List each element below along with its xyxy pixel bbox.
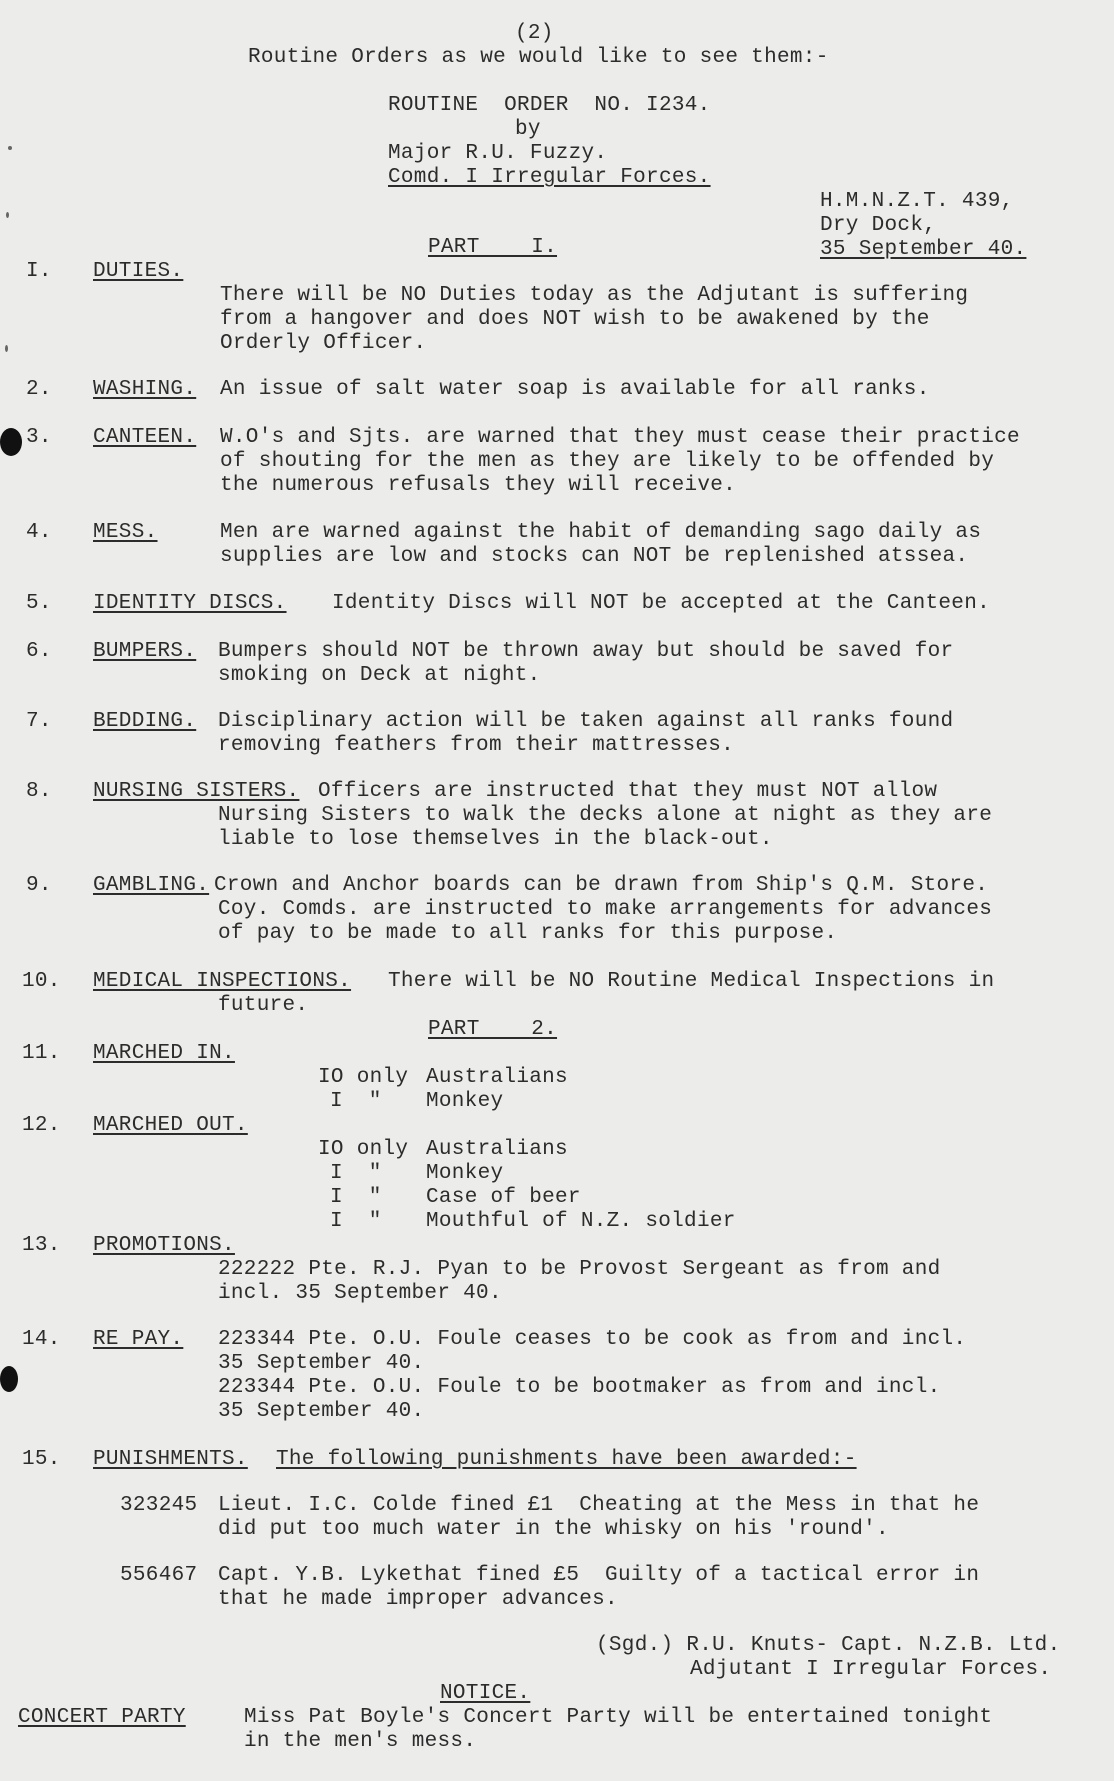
notice-heading: NOTICE. [440, 1682, 531, 1705]
item-number: I. [26, 260, 52, 283]
item-number: 5. [26, 592, 52, 615]
signature-line: (Sgd.) R.U. Knuts- Capt. N.Z.B. Ltd. [596, 1634, 1061, 1657]
item-number: 2. [26, 378, 52, 401]
item-text-line: Men are warned against the habit of demanding sago daily as [220, 521, 982, 544]
item-text-line: 223344 Pte. O.U. Foule ceases to be cook as from and incl. [218, 1328, 967, 1351]
item-number: 6. [26, 640, 52, 663]
item-text-line: removing feathers from their mattresses. [218, 734, 735, 757]
item-number: 10. [22, 970, 61, 993]
punch-hole-mark [0, 428, 22, 456]
item-text-line: from a hangover and does NOT wish to be awakened by the [220, 308, 930, 331]
item-text-line: liable to lose themselves in the black-out. [218, 828, 773, 851]
marched-out-qty: I " [330, 1162, 382, 1185]
item-number: 3. [26, 426, 52, 449]
item-text-line: 223344 Pte. O.U. Foule to be bootmaker as from and incl. [218, 1376, 941, 1399]
order-command: Comd. I Irregular Forces. [388, 166, 711, 189]
item-heading: BEDDING. [93, 710, 197, 733]
punishment-text-line: Capt. Y.B. Lykethat fined £5 Guilty of a tactical error in [218, 1564, 980, 1587]
marched-out-qty: I " [330, 1186, 382, 1209]
item-number: 4. [26, 521, 52, 544]
part-1-heading: PART I. [428, 236, 558, 259]
item-number: 13. [22, 1234, 61, 1257]
notice-text-line: Miss Pat Boyle's Concert Party will be entertained tonight [244, 1706, 993, 1729]
item-text-line: 35 September 40. [218, 1400, 425, 1423]
marched-in-qty: IO only [318, 1066, 409, 1089]
item-text-line: 222222 Pte. R.J. Pyan to be Provost Sergeant as from and [218, 1258, 941, 1281]
margin-speck [5, 345, 8, 352]
marched-in-item: Australians [426, 1066, 568, 1089]
item-text-line: Identity Discs will NOT be accepted at the Canteen. [332, 592, 991, 615]
punishment-service-number: 556467 [120, 1564, 198, 1587]
signature-line: Adjutant I Irregular Forces. [690, 1658, 1052, 1681]
item-text-line: Bumpers should NOT be thrown away but should be saved for [218, 640, 954, 663]
notice-text-line: in the men's mess. [244, 1730, 477, 1753]
item-heading: PROMOTIONS. [93, 1234, 235, 1257]
item-number: 9. [26, 874, 52, 897]
item-text-line: Nursing Sisters to walk the decks alone at night as they are [218, 804, 993, 827]
item-text-line: supplies are low and stocks can NOT be replenished atssea. [220, 545, 969, 568]
item-heading: MARCHED OUT. [93, 1114, 248, 1137]
item-text-line: incl. 35 September 40. [218, 1282, 502, 1305]
marched-out-item: Australians [426, 1138, 568, 1161]
item-text-line: Coy. Comds. are instructed to make arrangements for advances [218, 898, 993, 921]
item-text-line: Crown and Anchor boards can be drawn from Ship's Q.M. Store. [214, 874, 989, 897]
marched-in-qty: I " [330, 1090, 382, 1113]
order-by: by [515, 118, 541, 141]
item-text-line: Disciplinary action will be taken against all ranks found [218, 710, 954, 733]
marched-out-item: Case of beer [426, 1186, 581, 1209]
marched-out-qty: IO only [318, 1138, 409, 1161]
item-number: 11. [22, 1042, 61, 1065]
address-date: 35 September 40. [820, 238, 1027, 261]
item-heading: DUTIES. [93, 260, 184, 283]
order-author: Major R.U. Fuzzy. [388, 142, 608, 165]
punishments-intro: The following punishments have been awarded:- [276, 1448, 857, 1471]
item-text-line: of shouting for the men as they are likely to be offended by [220, 450, 995, 473]
item-heading: GAMBLING. [93, 874, 210, 897]
page-number: (2) [515, 22, 554, 45]
item-heading: NURSING SISTERS. [93, 780, 300, 803]
item-text-line: There will be NO Routine Medical Inspections in [388, 970, 995, 993]
address-ship: H.M.N.Z.T. 439, [820, 190, 1014, 213]
item-text-line: Orderly Officer. [220, 332, 427, 355]
item-heading: RE PAY. [93, 1328, 184, 1351]
item-heading: MEDICAL INSPECTIONS. [93, 970, 352, 993]
item-text-line: W.O's and Sjts. are warned that they must cease their practice [220, 426, 1020, 449]
address-location: Dry Dock, [820, 214, 937, 237]
item-text-line: future. [218, 994, 309, 1017]
order-title: ROUTINE ORDER NO. I234. [388, 94, 711, 117]
item-heading: MESS. [93, 521, 158, 544]
punishment-text-line: Lieut. I.C. Colde fined £1 Cheating at the Mess in that he [218, 1494, 980, 1517]
marched-out-item: Monkey [426, 1162, 504, 1185]
item-number: 15. [22, 1448, 61, 1471]
item-text-line: There will be NO Duties today as the Adjutant is suffering [220, 284, 969, 307]
part-2-heading: PART 2. [428, 1018, 558, 1041]
item-text-line: of pay to be made to all ranks for this purpose. [218, 922, 838, 945]
item-text-line: Officers are instructed that they must NOT allow [318, 780, 938, 803]
item-text-line: 35 September 40. [218, 1352, 425, 1375]
item-heading: PUNISHMENTS. [93, 1448, 248, 1471]
marched-in-item: Monkey [426, 1090, 504, 1113]
item-heading: CANTEEN. [93, 426, 197, 449]
item-text-line: the numerous refusals they will receive. [220, 474, 737, 497]
item-text-line: An issue of salt water soap is available for all ranks. [220, 378, 930, 401]
notice-label: CONCERT PARTY [18, 1706, 186, 1729]
item-heading: MARCHED IN. [93, 1042, 235, 1065]
marched-out-item: Mouthful of N.Z. soldier [426, 1210, 736, 1233]
punishment-service-number: 323245 [120, 1494, 198, 1517]
punishment-text-line: that he made improper advances. [218, 1588, 618, 1611]
item-text-line: smoking on Deck at night. [218, 664, 541, 687]
item-heading: BUMPERS. [93, 640, 197, 663]
punch-hole-mark [0, 1366, 18, 1392]
punishment-text-line: did put too much water in the whisky on his 'round'. [218, 1518, 889, 1541]
document-heading: Routine Orders as we would like to see them:- [248, 46, 829, 69]
marched-out-qty: I " [330, 1210, 382, 1233]
item-number: 12. [22, 1114, 61, 1137]
item-number: 8. [26, 780, 52, 803]
item-heading: WASHING. [93, 378, 197, 401]
margin-speck [6, 212, 9, 218]
item-number: 7. [26, 710, 52, 733]
item-number: 14. [22, 1328, 61, 1351]
item-heading: IDENTITY DISCS. [93, 592, 287, 615]
margin-speck [8, 146, 12, 150]
